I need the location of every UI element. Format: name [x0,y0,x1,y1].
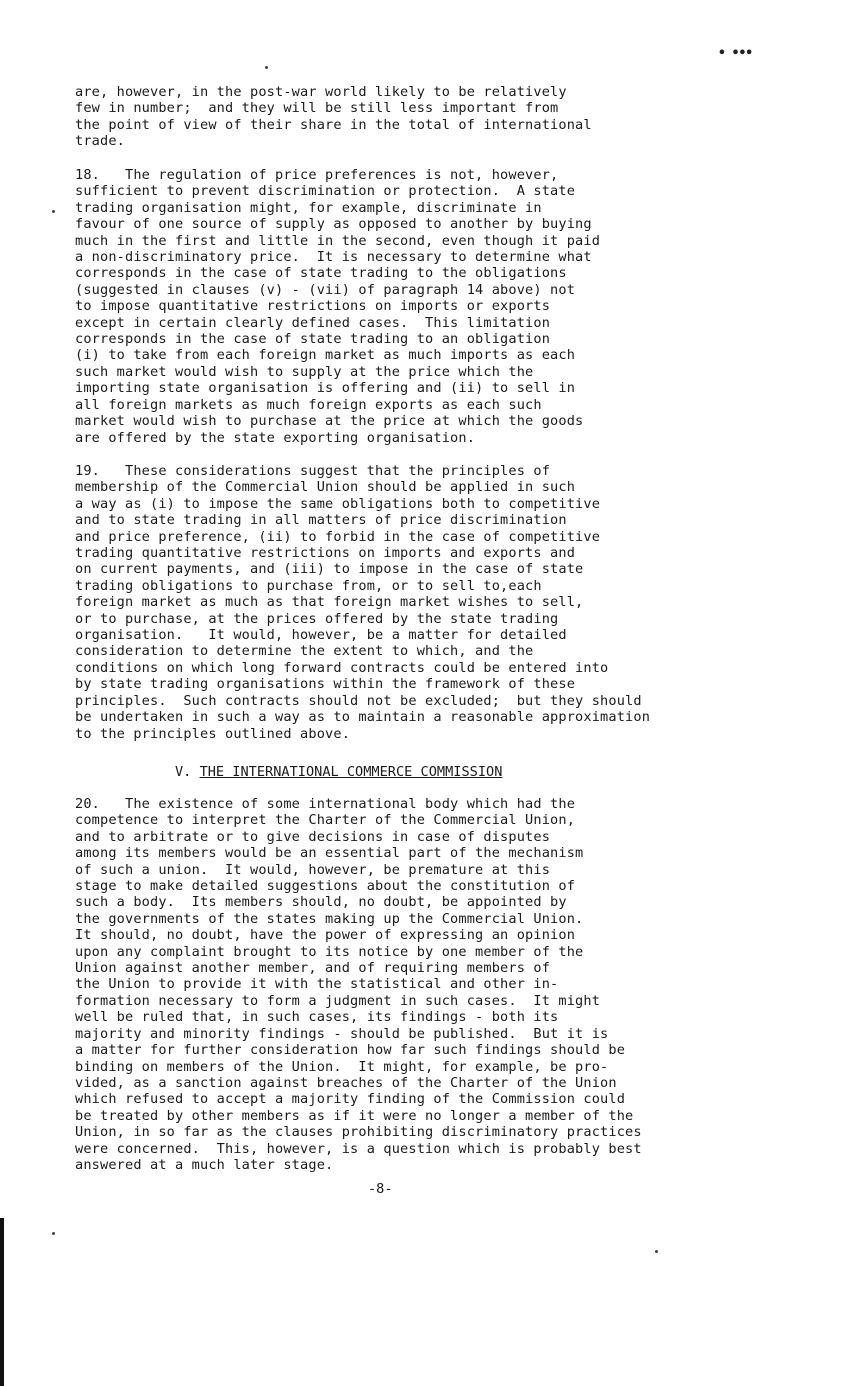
section-heading [175,764,502,780]
paragraph-continuation: are, however, in the post-war world likely to be relatively few in number; and they will be still less important from the point of view of their share in the total of international trade. [75,84,592,150]
scan-edge-shadow [0,1218,4,1386]
paragraph-20: 20. The existence of some international body which had the competence to interpret the Charter of the Commercial Union, and to arbitrate or to give decisions in case of disputes among its members would be an essential part of the mechanism of such a union. It would, however, be premature at this stage to make detailed suggestions about the constitution of such a body. Its members should, no doubt, be appointed by the governments of the states making up the Commercial Union. It should, no doubt, have the power of expressing an opinion upon any complaint brought to its notice by one member of the Union against another member, and of requiring members of the Union to provide it with the statistical and other in- formation necessary to form a judgment in such cases. It might well be ruled that, in such cases, its findings - both its majority and minority findings - should be published. But it is a matter for further consideration how far such findings should be binding on members of the Union. It might, for example, be pro- vided, as a sanction against breaches of the Charter of the Union which refused to accept a majority finding of the Commission could be treated by other members as if it were no longer a member of the Union, in so far as the clauses prohibiting discriminatory practices were concerned. This, however, is a question which is probably best answered at a much later stage. [75,796,642,1173]
paragraph-19: 19. These considerations suggest that the principles of membership of the Commercial Union should be applied in such a way as (i) to impose the same obligations both to competitive and to state trading in all matters of price discrimination and price preference, (ii) to forbid in the case of competitive trading quantitative restrictions on imports and exports and on current payments, and (iii) to impose in the case of state trading obligations to purchase from, or to sell to,each foreign market as much as that foreign market wishes to sell, or to purchase, at the prices offered by the state trading organisation. It would, however, be a matter for detailed consideration to determine the extent to which, and the conditions on which long forward contracts could be entered into by state trading organisations within the framework of these principles. Such contracts should not be excluded; but they should be undertaken in such a way as to maintain a reasonable approximation to the principles outlined above. [75,463,651,742]
scan-speck [52,210,55,213]
paragraph-18: 18. The regulation of price preferences is not, however, sufficient to prevent discrimination or protection. A state trading organisation might, for example, discriminate in favour of one source of supply as opposed to another by buying much in the first and little in the second, even though it paid a non-discriminatory price. It is necessary to determine what corresponds in the case of state trading to the obligations (suggested in clauses (v) - (vii) of paragraph 14 above) not to impose quantitative restrictions on imports or exports except in certain clearly defined cases. This limitation corresponds in the case of state trading to an obligation (i) to take from each foreign market as much imports as each such market would wish to supply at the price which the importing state organisation is offering and (ii) to sell in all foreign markets as much foreign exports as each such market would wish to purchase at the price at which the goods are offered by the state exporting organisation. [75,167,601,446]
page-number: -8- [368,1181,393,1197]
scan-speck [265,66,268,69]
corner-mark: • ••• [718,46,753,61]
section-number: V. [175,764,192,780]
scan-speck [52,1232,55,1235]
section-title: THE INTERNATIONAL COMMERCE COMMISSION [199,764,503,780]
scan-speck [655,1250,658,1253]
